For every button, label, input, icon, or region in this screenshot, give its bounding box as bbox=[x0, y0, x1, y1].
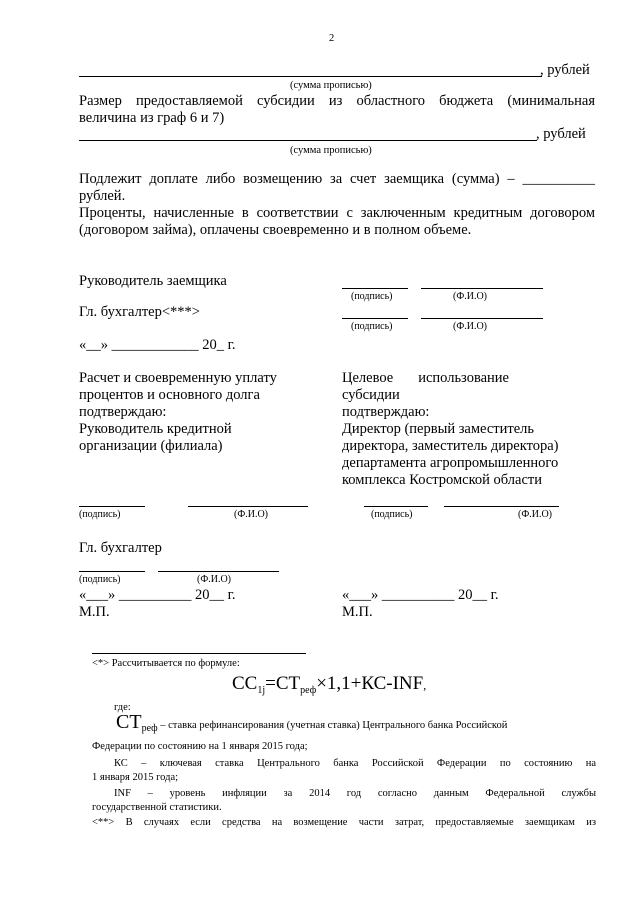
left-block-line-3: подтверждаю: bbox=[79, 404, 167, 420]
date-line-1: «__» ____________ 20_ г. bbox=[79, 337, 236, 353]
right-block-line-1: Целевое использование bbox=[342, 370, 509, 386]
bank-fio-label: (Ф.И.О) bbox=[234, 509, 269, 520]
formula-lhs: СС bbox=[232, 673, 258, 694]
director-signature-label: (подпись) bbox=[371, 509, 413, 520]
head-borrower-label: Руководитель заемщика bbox=[79, 273, 227, 289]
interest-line-2: (договором займа), оплачены своевременно и в полном объеме. bbox=[79, 222, 472, 238]
where-label: где: bbox=[114, 702, 131, 713]
bank-fio-line bbox=[188, 506, 308, 507]
extra-line-2: рублей. bbox=[79, 188, 126, 204]
formula-comma: , bbox=[423, 678, 427, 692]
sum-words-label-1: (сумма прописью) bbox=[290, 80, 372, 91]
date-line-right: «___» __________ 20__ г. bbox=[342, 587, 499, 603]
def-ct-line-2: Федерации по состоянию на 1 января 2015 года; bbox=[92, 741, 308, 752]
def-ct-text: – ставка рефинансирования (учетная ставка) Центрального банка Российской bbox=[157, 720, 508, 731]
bank-accountant-fio-label: (Ф.И.О) bbox=[197, 574, 232, 585]
formula-lhs-sub: 1j bbox=[257, 685, 266, 696]
def-ks-line-2: 1 января 2015 года; bbox=[92, 772, 179, 783]
bank-accountant-signature-line bbox=[79, 571, 145, 572]
footnote-separator bbox=[92, 653, 306, 654]
accountant-signature-line bbox=[342, 318, 408, 319]
formula-ct-sub: реф bbox=[300, 685, 317, 696]
accountant-signature-label: (подпись) bbox=[351, 321, 393, 332]
def-inf-line-2: государственной статистики. bbox=[92, 802, 222, 813]
footnote-1-intro: <*> Рассчитывается по формуле: bbox=[92, 658, 240, 669]
head-signature-line bbox=[342, 288, 408, 289]
rub-suffix-2: , рублей bbox=[536, 126, 586, 142]
formula bbox=[232, 673, 426, 702]
accountant-fio-line bbox=[421, 318, 543, 319]
left-block-line-2: процентов и основного долга bbox=[79, 387, 260, 403]
formula-eq: = bbox=[265, 673, 276, 694]
formula-ct: СТ bbox=[275, 673, 301, 694]
head-fio-line bbox=[421, 288, 543, 289]
right-block-line-2: субсидии bbox=[342, 387, 400, 403]
head-fio-label: (Ф.И.О) bbox=[453, 291, 488, 302]
extra-line-1: Подлежит доплате либо возмещению за счет заемщика (сумма) – __________ bbox=[79, 171, 595, 187]
bank-signature-label: (подпись) bbox=[79, 509, 121, 520]
left-block-line-5: организации (филиала) bbox=[79, 438, 223, 454]
subsidy-line-2: величина из граф 6 и 7) bbox=[79, 110, 225, 126]
def-ct-symbol-sub: реф bbox=[141, 723, 158, 735]
director-signature-line bbox=[364, 506, 428, 507]
right-block-line-5: директора, заместитель директора) bbox=[342, 438, 559, 454]
right-block-line-7: комплекса Костромской области bbox=[342, 472, 543, 488]
formula-rest: ×1,1+КС-INF bbox=[316, 673, 424, 694]
left-block-line-1: Расчет и своевременную уплату bbox=[79, 370, 277, 386]
page-number: 2 bbox=[329, 33, 335, 44]
director-fio-line bbox=[444, 506, 559, 507]
sum-words-label-2: (сумма прописью) bbox=[290, 145, 372, 156]
chief-accountant-label: Гл. бухгалтер bbox=[79, 540, 162, 556]
seal-left: М.П. bbox=[79, 604, 110, 620]
rub-suffix-1: , рублей bbox=[540, 62, 590, 78]
def-inf-line-1: INF – уровень инфляции за 2014 год согласно данным Федеральной службы bbox=[114, 788, 596, 799]
date-line-left: «___» __________ 20__ г. bbox=[79, 587, 236, 603]
right-block-line-3: подтверждаю: bbox=[342, 404, 430, 420]
accountant-fio-label: (Ф.И.О) bbox=[453, 321, 488, 332]
sum-line-1 bbox=[79, 76, 542, 77]
bank-signature-line bbox=[79, 506, 145, 507]
left-block-line-4: Руководитель кредитной bbox=[79, 421, 232, 437]
interest-line-1: Проценты, начисленные в соответствии с заключенным кредитным договором bbox=[79, 205, 595, 221]
sum-line-2 bbox=[79, 140, 537, 141]
bank-accountant-signature-label: (подпись) bbox=[79, 574, 121, 585]
head-signature-label: (подпись) bbox=[351, 291, 393, 302]
right-block-line-6: департамента агропромышленного bbox=[342, 455, 559, 471]
def-ks-line-1: КС – ключевая ставка Центрального банка Российской Федерации по состоянию на bbox=[114, 758, 596, 769]
bank-accountant-fio-line bbox=[158, 571, 279, 572]
subsidy-line-1: Размер предоставляемой субсидии из областного бюджета (минимальная bbox=[79, 93, 595, 109]
def-ct-symbol: СТ bbox=[116, 711, 142, 733]
def-ct-line-1 bbox=[116, 711, 596, 735]
chief-accountant-borrower-label: Гл. бухгалтер<***> bbox=[79, 304, 200, 320]
right-block-line-4: Директор (первый заместитель bbox=[342, 421, 534, 437]
director-fio-label: (Ф.И.О) bbox=[518, 509, 553, 520]
footnote-2-line-1: <**> В случаях если средства на возмещение части затрат, предоставляемые заемщикам из bbox=[92, 817, 596, 828]
seal-right: М.П. bbox=[342, 604, 373, 620]
